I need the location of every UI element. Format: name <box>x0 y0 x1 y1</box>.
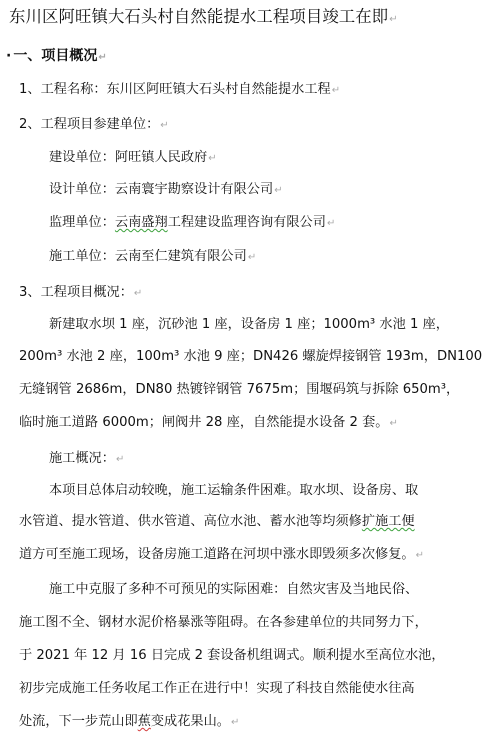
paragraph-mark-icon: ↵ <box>98 52 107 63</box>
para1-text-1: 本项目总体启动较晚，施工运输条件困难。取水坝、设备房、取 <box>49 483 419 498</box>
paragraph-mark-icon: ↵ <box>331 85 341 96</box>
overview-line-4 <box>19 413 398 434</box>
paragraph-mark-icon: ↵ <box>274 185 283 196</box>
para2-text-1: 施工中克服了多种不可预见的实际困难：自然灾害及当地民俗、 <box>49 582 419 597</box>
project-name-line <box>19 80 340 101</box>
para1-line-3 <box>19 545 424 566</box>
construction-label <box>49 449 124 470</box>
participants-heading-text: 2、工程项目参建单位： <box>19 117 160 132</box>
overview-line-2 <box>19 347 482 367</box>
supervise-unit-label: 监理单位： <box>49 215 115 230</box>
overview-heading <box>19 283 142 304</box>
overview-line-1 <box>49 315 449 335</box>
supervise-unit-name: 云南盛翔 <box>114 215 168 230</box>
build-unit-text: 建设单位：阿旺镇人民政府 <box>49 150 208 165</box>
para2-line-1 <box>49 580 418 600</box>
paragraph-mark-icon: ↵ <box>247 252 257 263</box>
paragraph-mark-icon: ↵ <box>231 717 240 728</box>
paragraph-mark-icon: ↵ <box>326 218 336 229</box>
paragraph-mark-icon: ↵ <box>415 550 425 561</box>
para2-line-5 <box>19 712 239 733</box>
para2-line-3 <box>19 646 445 666</box>
overview-text-4: 临时施工道路 6000m；闸阀井 28 座，自然能提水设备 2 套。 <box>19 415 389 430</box>
construct-unit-line <box>49 247 256 268</box>
paragraph-mark-icon: ↵ <box>160 120 169 131</box>
para1-line-2 <box>19 512 415 532</box>
bullet-icon: · <box>6 48 12 64</box>
project-name-text: 1、工程名称：东川区阿旺镇大石头村自然能提水工程 <box>19 82 331 97</box>
document-title <box>9 5 398 32</box>
construct-unit-text: 施工单位：云南至仁建筑有限公司 <box>49 249 247 264</box>
build-unit-line <box>49 148 217 169</box>
para2-line-2 <box>19 613 428 633</box>
section-heading-text: 一、项目概况 <box>13 48 98 64</box>
para2-text-5a: 处流，下一步荒山即 <box>19 714 138 729</box>
para2-line-4 <box>19 679 415 699</box>
overview-text-2: 200m³ 水池 2 座，100m³ 水池 9 座；DN426 螺旋焊接钢管 193m，DN100 <box>19 349 483 364</box>
paragraph-mark-icon: ↵ <box>133 288 143 299</box>
paragraph-mark-icon: ↵ <box>389 14 398 25</box>
construction-label-text: 施工概况： <box>49 451 115 466</box>
overview-text-1: 新建取水坝 1 座，沉砂池 1 座，设备房 1 座；1000m³ 水池 1 座， <box>49 317 449 332</box>
para1-text-3: 道方可至施工现场，设备房施工道路在河坝中涨水即毁须多次修复。 <box>19 547 415 562</box>
overview-line-3 <box>19 380 459 400</box>
para2-text-5c: 变成花果山。 <box>150 714 230 729</box>
para1-line-1 <box>49 481 418 501</box>
paragraph-mark-icon: ↵ <box>115 454 125 465</box>
para2-text-2: 施工图不全、钢材水泥价格暴涨等阻碍。在各参建单位的共同努力下， <box>19 615 428 630</box>
paragraph-mark-icon: ↵ <box>208 153 217 164</box>
paragraph-mark-icon: ↵ <box>389 418 398 429</box>
participants-heading <box>19 115 169 136</box>
supervise-unit-rest: 工程建设监理咨询有限公司 <box>167 215 326 230</box>
para1-text-2a: 水管道、提水管道、供水管道、高位水池、蓄水池等均须修 <box>19 514 362 529</box>
section-heading <box>6 46 107 68</box>
supervise-unit-line <box>49 213 335 234</box>
design-unit-text: 设计单位：云南寰宇勘察设计有限公司 <box>49 182 274 197</box>
para2-text-3: 于 2021 年 12 月 16 日完成 2 套设备机组调式。顺利提水至高位水池， <box>19 648 445 663</box>
para2-text-5b: 蕉 <box>137 714 151 729</box>
overview-text-3: 无缝钢管 2686m，DN80 热镀锌钢管 7675m；围堰码筑与拆除 650m³， <box>19 382 460 397</box>
overview-heading-text: 3、工程项目概况： <box>19 285 133 300</box>
para2-text-4: 初步完成施工任务收尾工作正在进行中！实现了科技自然能使水往高 <box>19 681 415 696</box>
para1-text-2b: 扩施工便 <box>361 514 415 529</box>
design-unit-line <box>49 180 283 201</box>
title-text: 东川区阿旺镇大石头村自然能提水工程项目竣工在即 <box>9 7 389 26</box>
